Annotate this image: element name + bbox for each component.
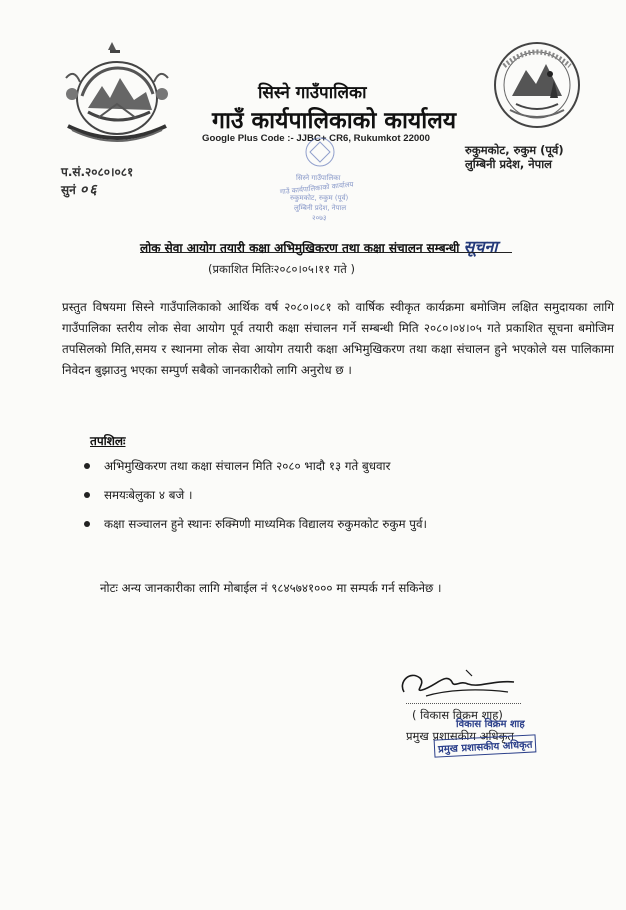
chalani-number: ०६ — [79, 182, 99, 198]
stamp-text-5: २०७३ — [312, 214, 327, 222]
office-stamp — [270, 132, 370, 232]
google-plus-code: Google Plus Code :- JJBC+ CR6, Rukumkot 22000 — [202, 133, 430, 144]
reference-number: प.सं.२०८०।०८१ — [61, 165, 134, 179]
address-line-2: लुम्बिनी प्रदेश, नेपाल — [465, 157, 552, 171]
signatory-name: ( विकास विक्रम शाह) — [412, 708, 503, 722]
bullet-icon — [84, 492, 90, 498]
notice-body: प्रस्तुत विषयमा सिस्ने गाउँपालिकाको आर्थिक वर्ष २०८०।०८१ को वार्षिक स्वीकृत कार्यक्रमा बमोजिम लक्षित समुदायका लागि गाउँपालिका स्तरीय लोक सेवा आयोग पूर्व तयारी कक्षा संचालन गर्ने सम्बन्धी मिति २०८०।०४।०५ गते प्रकाशित सूचना बमोजिम तपसिलको मिति,समय र स्थानमा लोक सेवा आयोग तयारी कक्षा अभिमुखिकरण तथा कक्षा संचालन हुने भएकोले यस पालिकामा निवेदन बुझाउनु भएका सम्पुर्ण सबैको जानकारीको लागि अनुरोध छ । — [62, 300, 614, 377]
list-item: कक्षा सञ्चालन हुने स्थानः रुक्मिणी माध्यमिक विद्यालय रुकुमकोट रुकुम पुर्व। — [84, 515, 427, 544]
stamp-text-1: सिस्ने गाउँपालिका — [296, 174, 341, 182]
bullet-icon — [84, 463, 90, 469]
notice-subject — [140, 235, 498, 257]
contact-note: नोटः अन्य जानकारीका लागि मोबाईल नं ९८४५७४१००० मा सम्पर्क गर्न सकिनेछ । — [100, 581, 442, 595]
nepal-emblem-logo — [58, 38, 176, 150]
subject-handwritten: सूचना — [463, 237, 498, 256]
chalani-label: सुनं — [61, 183, 76, 197]
subject-underline — [140, 252, 512, 253]
bullet-icon — [84, 521, 90, 527]
office-name: गाउँ कार्यपालिकाको कार्यालय — [212, 108, 457, 134]
signature-line — [406, 703, 521, 704]
address-line-1: रुकुमकोट, रुकुम (पूर्व) — [465, 143, 564, 157]
municipality-logo — [492, 40, 582, 130]
chalani-number-row — [61, 180, 99, 199]
signatory-stamp-name: विकास विक्रम शाह — [456, 719, 525, 730]
signatory-title: प्रमुख प्रशासकीय अधिकृत — [406, 729, 514, 743]
signatory-stamp-title: प्रमुख प्रशासकीय अधिकृत — [434, 734, 537, 757]
stamp-text-2: गाउँ कार्यपालिकाको कार्यालय — [279, 180, 354, 197]
list-item: अभिमुखिकरण तथा कक्षा संचालन मिति २०८० भादौ १३ गते बुधवार — [84, 457, 427, 486]
municipality-name: सिस्ने गाउँपालिका — [258, 83, 367, 103]
details-list — [84, 457, 427, 544]
published-date: (प्रकाशित मितिः२०८०।०५।११ गते ) — [208, 262, 355, 276]
stamp-text-3: रुकुमकोट, रुकुम (पूर्व) — [290, 194, 349, 202]
signature — [396, 662, 521, 702]
list-item: समयःबेलुका ४ बजे । — [84, 486, 427, 515]
subject-text: लोक सेवा आयोग तयारी कक्षा अभिमुखिकरण तथा कक्षा संचालन सम्बन्धी — [140, 241, 460, 255]
stamp-text-4: लुम्बिनी प्रदेश, नेपाल — [294, 204, 347, 212]
details-heading: तपशिलः — [90, 434, 126, 448]
